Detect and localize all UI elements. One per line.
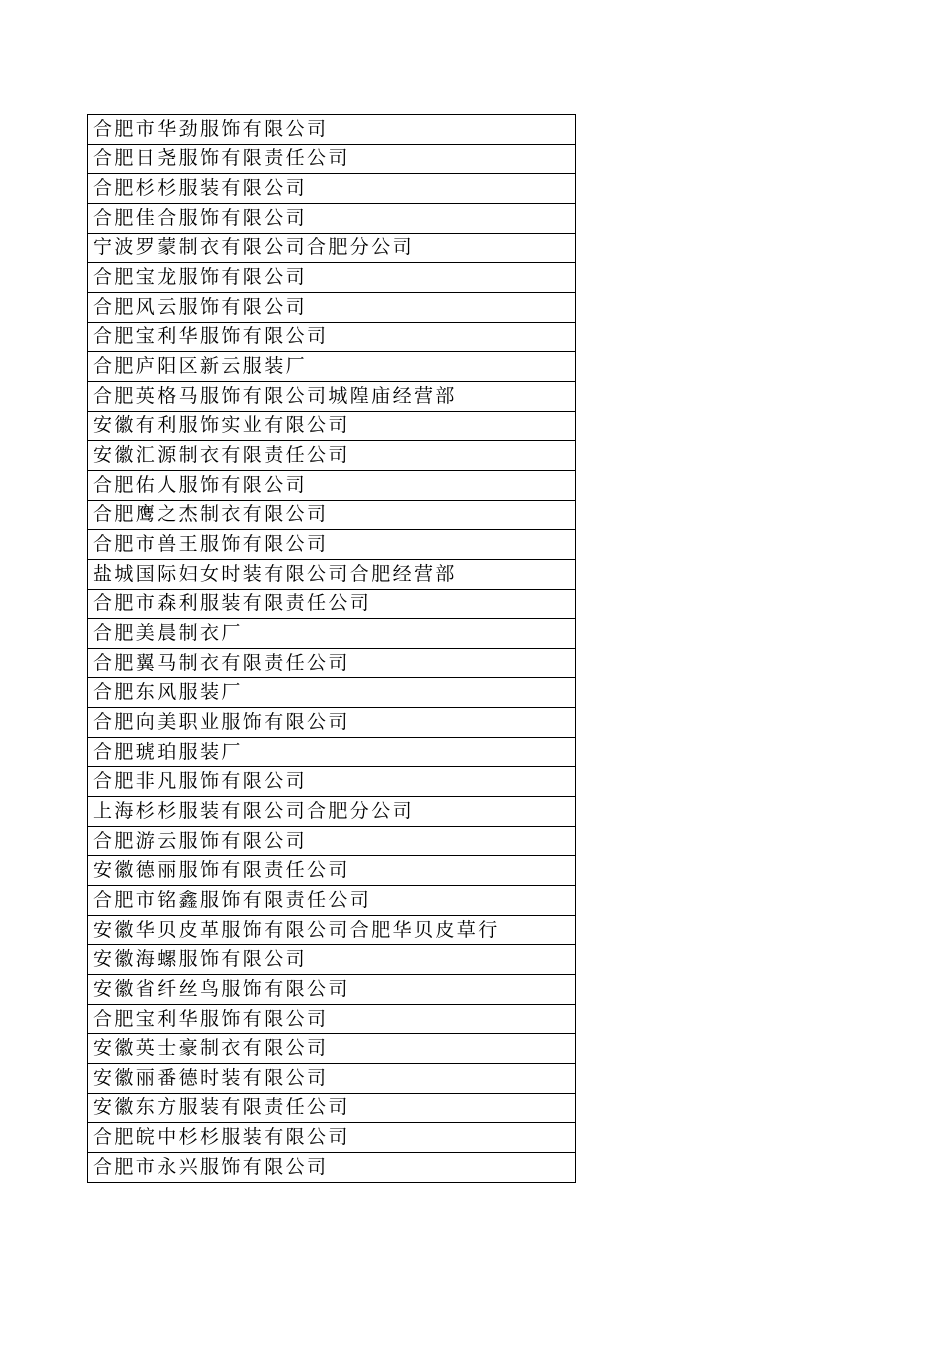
company-name-cell: 合肥市兽王服饰有限公司 [88,530,576,560]
company-name-cell: 合肥非凡服饰有限公司 [88,767,576,797]
company-name-cell: 合肥琥珀服装厂 [88,737,576,767]
company-name-cell: 安徽省纤丝鸟服饰有限公司 [88,975,576,1005]
table-row [88,411,576,441]
company-name-cell: 合肥英格马服饰有限公司城隍庙经营部 [88,381,576,411]
table-row [88,1152,576,1182]
company-name-cell: 盐城国际妇女时装有限公司合肥经营部 [88,559,576,589]
table-row [88,886,576,916]
table-row [88,115,576,145]
company-name-cell: 合肥佑人服饰有限公司 [88,470,576,500]
table-row [88,619,576,649]
company-name-cell: 合肥皖中杉杉服装有限公司 [88,1123,576,1153]
table-row [88,1123,576,1153]
company-list-table [87,114,576,1183]
company-name-cell: 安徽汇源制衣有限责任公司 [88,441,576,471]
table-row [88,589,576,619]
table-row [88,708,576,738]
company-name-cell: 宁波罗蒙制衣有限公司合肥分公司 [88,233,576,263]
company-name-cell: 合肥市华劲服饰有限公司 [88,115,576,145]
table-row [88,263,576,293]
table-row [88,826,576,856]
company-name-cell: 合肥宝利华服饰有限公司 [88,322,576,352]
table-row [88,797,576,827]
table-row [88,500,576,530]
company-name-cell: 合肥杉杉服装有限公司 [88,174,576,204]
table-row [88,322,576,352]
company-name-cell: 合肥日尧服饰有限责任公司 [88,144,576,174]
table-row [88,945,576,975]
company-name-cell: 合肥东风服装厂 [88,678,576,708]
company-name-cell: 安徽有利服饰实业有限公司 [88,411,576,441]
table-row [88,174,576,204]
table-row [88,203,576,233]
table-row [88,530,576,560]
company-name-cell: 合肥风云服饰有限公司 [88,292,576,322]
company-name-cell: 安徽华贝皮革服饰有限公司合肥华贝皮草行 [88,915,576,945]
table-row [88,648,576,678]
company-name-cell: 合肥佳合服饰有限公司 [88,203,576,233]
table-row [88,144,576,174]
company-name-cell: 安徽英士豪制衣有限公司 [88,1034,576,1064]
table-row [88,737,576,767]
company-name-cell: 合肥庐阳区新云服装厂 [88,352,576,382]
table-row [88,856,576,886]
company-name-cell: 合肥市铭鑫服饰有限责任公司 [88,886,576,916]
table-row [88,381,576,411]
table-row [88,470,576,500]
company-name-cell: 合肥宝利华服饰有限公司 [88,1004,576,1034]
table-row [88,292,576,322]
table-row [88,441,576,471]
company-name-cell: 合肥美晨制衣厂 [88,619,576,649]
table-row [88,1093,576,1123]
company-name-cell: 合肥宝龙服饰有限公司 [88,263,576,293]
table-row [88,1034,576,1064]
company-name-cell: 合肥鹰之杰制衣有限公司 [88,500,576,530]
company-name-cell: 合肥游云服饰有限公司 [88,826,576,856]
table-row [88,559,576,589]
table-row [88,767,576,797]
company-name-cell: 安徽东方服装有限责任公司 [88,1093,576,1123]
company-name-cell: 合肥市永兴服饰有限公司 [88,1152,576,1182]
table-row [88,678,576,708]
table-row [88,1064,576,1094]
company-name-cell: 安徽德丽服饰有限责任公司 [88,856,576,886]
company-name-cell: 安徽丽番德时装有限公司 [88,1064,576,1094]
company-list-body [88,115,576,1183]
table-row [88,233,576,263]
company-name-cell: 安徽海螺服饰有限公司 [88,945,576,975]
company-name-cell: 合肥翼马制衣有限责任公司 [88,648,576,678]
table-row [88,975,576,1005]
table-row [88,915,576,945]
company-name-cell: 上海杉杉服装有限公司合肥分公司 [88,797,576,827]
company-name-cell: 合肥向美职业服饰有限公司 [88,708,576,738]
company-name-cell: 合肥市森利服装有限责任公司 [88,589,576,619]
table-row [88,352,576,382]
table-row [88,1004,576,1034]
